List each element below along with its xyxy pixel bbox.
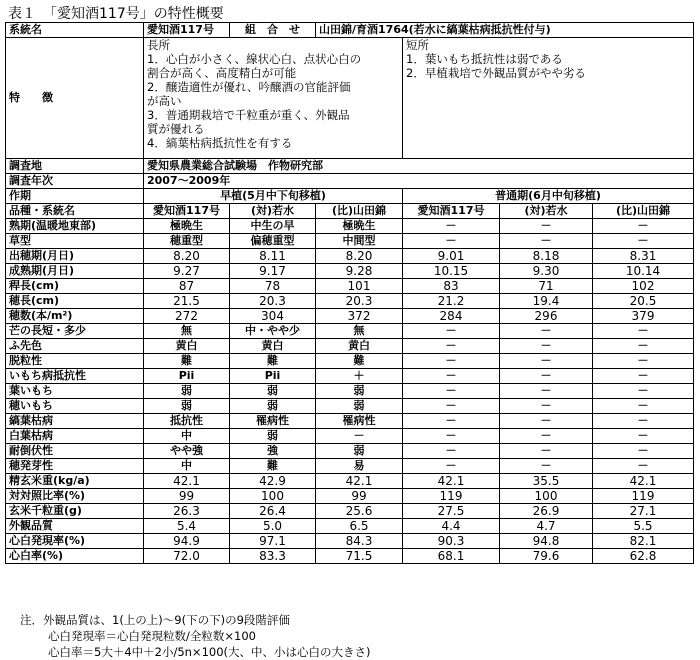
table-cell: － bbox=[500, 444, 593, 459]
table-cell: 抵抗性 bbox=[144, 414, 230, 429]
table-row bbox=[6, 519, 694, 534]
table-cell: 黄白 bbox=[144, 339, 230, 354]
table-cell: 弱 bbox=[144, 384, 230, 399]
table-cell: 119 bbox=[593, 489, 694, 504]
table-cell: 中・やや少 bbox=[230, 324, 316, 339]
table-cell: 中 bbox=[144, 429, 230, 444]
table-cell: 強 bbox=[230, 444, 316, 459]
table-cell: 5.0 bbox=[230, 519, 316, 534]
table-row bbox=[6, 474, 694, 489]
table-cell: 9.30 bbox=[500, 264, 593, 279]
row-label: 縞葉枯病 bbox=[6, 414, 144, 429]
table-cell: 9.27 bbox=[144, 264, 230, 279]
table-cell: － bbox=[593, 234, 694, 249]
footnote-line: 注．外観品質は、1(上の上)～9(下の下)の9段階評価 bbox=[20, 613, 290, 627]
table-row bbox=[6, 369, 694, 384]
table-cell: － bbox=[403, 234, 500, 249]
footnotes bbox=[20, 612, 371, 660]
table-cell: － bbox=[500, 369, 593, 384]
table-cell: 21.5 bbox=[144, 294, 230, 309]
merits-title: 長所 bbox=[147, 38, 170, 52]
table-cell: － bbox=[593, 429, 694, 444]
period-early: 早植(5月中下旬移植) bbox=[144, 189, 403, 204]
row-label: 穂いもち bbox=[6, 399, 144, 414]
table-cell: ＋ bbox=[316, 369, 403, 384]
row-label: 穂発芽性 bbox=[6, 459, 144, 474]
row-label: 出穂期(月日) bbox=[6, 249, 144, 264]
variety-name: (比)山田錦 bbox=[593, 204, 694, 219]
variety-label: 品種・系統名 bbox=[6, 204, 144, 219]
table-cell: 94.8 bbox=[500, 534, 593, 549]
table-cell: 5.5 bbox=[593, 519, 694, 534]
site-label: 調査地 bbox=[6, 159, 144, 174]
table-row bbox=[6, 384, 694, 399]
characteristics-table bbox=[5, 22, 694, 564]
table-cell: 8.31 bbox=[593, 249, 694, 264]
row-label: 稈長(cm) bbox=[6, 279, 144, 294]
table-cell: 99 bbox=[144, 489, 230, 504]
features-label: 特 徴 bbox=[6, 38, 144, 159]
table-cell: 易 bbox=[316, 459, 403, 474]
table-title: 表１ 「愛知酒117号」の特性概要 bbox=[8, 6, 224, 22]
lineage-label: 系統名 bbox=[6, 23, 144, 38]
table-row bbox=[6, 504, 694, 519]
table-cell: 難 bbox=[144, 354, 230, 369]
table-cell: － bbox=[593, 399, 694, 414]
table-cell: 84.3 bbox=[316, 534, 403, 549]
row-label: 白葉枯病 bbox=[6, 429, 144, 444]
table-cell: 弱 bbox=[230, 384, 316, 399]
table-cell: 42.1 bbox=[593, 474, 694, 489]
table-cell: 42.1 bbox=[144, 474, 230, 489]
row-label: 葉いもち bbox=[6, 384, 144, 399]
table-cell: 68.1 bbox=[403, 549, 500, 564]
table-cell: － bbox=[403, 369, 500, 384]
table-cell: － bbox=[593, 339, 694, 354]
table-cell: － bbox=[500, 429, 593, 444]
table-cell: 弱 bbox=[316, 399, 403, 414]
table-cell: － bbox=[500, 399, 593, 414]
table-row bbox=[6, 534, 694, 549]
table-cell: － bbox=[500, 339, 593, 354]
merit-line: 3．普通期栽培で千粒重が重く、外観品 bbox=[147, 108, 350, 122]
table-cell: Pii bbox=[230, 369, 316, 384]
row-label: 成熟期(月日) bbox=[6, 264, 144, 279]
table-cell: 72.0 bbox=[144, 549, 230, 564]
table-cell: 難 bbox=[316, 354, 403, 369]
table-cell: 87 bbox=[144, 279, 230, 294]
table-body bbox=[6, 23, 694, 564]
table-cell: － bbox=[593, 324, 694, 339]
table-cell: 20.3 bbox=[316, 294, 403, 309]
table-cell: 弱 bbox=[144, 399, 230, 414]
table-cell: 27.1 bbox=[593, 504, 694, 519]
table-row bbox=[6, 279, 694, 294]
table-cell: 8.20 bbox=[144, 249, 230, 264]
table-cell: 83.3 bbox=[230, 549, 316, 564]
table-cell: 304 bbox=[230, 309, 316, 324]
footnote-line: 心白発現率＝心白発現粒数/全粒数×100 bbox=[48, 629, 256, 643]
table-cell: 83 bbox=[403, 279, 500, 294]
row-label: 熟期(温暖地東部) bbox=[6, 219, 144, 234]
table-cell: 102 bbox=[593, 279, 694, 294]
row-label: 脱粒性 bbox=[6, 354, 144, 369]
table-cell: － bbox=[403, 429, 500, 444]
table-cell: － bbox=[593, 369, 694, 384]
table-row bbox=[6, 294, 694, 309]
table-cell: 272 bbox=[144, 309, 230, 324]
table-cell: 71.5 bbox=[316, 549, 403, 564]
table-cell: 罹病性 bbox=[230, 414, 316, 429]
table-cell: 35.5 bbox=[500, 474, 593, 489]
table-cell: 9.28 bbox=[316, 264, 403, 279]
table-cell: 9.17 bbox=[230, 264, 316, 279]
table-cell: 97.1 bbox=[230, 534, 316, 549]
table-row bbox=[6, 339, 694, 354]
table-cell: － bbox=[593, 354, 694, 369]
table-cell: 5.4 bbox=[144, 519, 230, 534]
table-cell: 穂重型 bbox=[144, 234, 230, 249]
table-cell: 284 bbox=[403, 309, 500, 324]
table-cell: 25.6 bbox=[316, 504, 403, 519]
variety-name: (比)山田錦 bbox=[316, 204, 403, 219]
table-cell: 8.18 bbox=[500, 249, 593, 264]
demerits-title: 短所 bbox=[406, 38, 429, 52]
table-cell: 26.9 bbox=[500, 504, 593, 519]
table-cell: － bbox=[593, 414, 694, 429]
table-cell: 弱 bbox=[230, 399, 316, 414]
table-cell: 10.15 bbox=[403, 264, 500, 279]
merit-line: 割合が高く、高度精白が可能 bbox=[147, 66, 297, 80]
table-cell: － bbox=[593, 384, 694, 399]
table-cell: 101 bbox=[316, 279, 403, 294]
table-cell: － bbox=[593, 459, 694, 474]
table-row bbox=[6, 414, 694, 429]
table-row bbox=[6, 444, 694, 459]
table-cell: 82.1 bbox=[593, 534, 694, 549]
table-cell: － bbox=[593, 219, 694, 234]
table-cell: － bbox=[500, 324, 593, 339]
row-label: いもち病抵抗性 bbox=[6, 369, 144, 384]
crop-label: 作期 bbox=[6, 189, 144, 204]
row-label: ふ先色 bbox=[6, 339, 144, 354]
table-cell: － bbox=[403, 444, 500, 459]
row-label: 穂長(cm) bbox=[6, 294, 144, 309]
table-cell: 21.2 bbox=[403, 294, 500, 309]
table-cell: 中間型 bbox=[316, 234, 403, 249]
period-normal: 普通期(6月中旬移植) bbox=[403, 189, 694, 204]
table-cell: － bbox=[403, 324, 500, 339]
table-cell: 42.9 bbox=[230, 474, 316, 489]
table-cell: 26.3 bbox=[144, 504, 230, 519]
table-row bbox=[6, 264, 694, 279]
combo-label: 組 合 せ bbox=[230, 23, 316, 38]
table-cell: 難 bbox=[230, 459, 316, 474]
table-cell: 42.1 bbox=[403, 474, 500, 489]
years-row bbox=[6, 174, 694, 189]
table-cell: 19.4 bbox=[500, 294, 593, 309]
row-label: 玄米千粒重(g) bbox=[6, 504, 144, 519]
table-cell: 71 bbox=[500, 279, 593, 294]
table-cell: － bbox=[403, 339, 500, 354]
demerit-line: 1．葉いもち抵抗性は弱である bbox=[406, 52, 563, 66]
lineage-row bbox=[6, 23, 694, 38]
table-row bbox=[6, 234, 694, 249]
table-cell: － bbox=[500, 384, 593, 399]
years-value: 2007～2009年 bbox=[144, 174, 694, 189]
table-cell: － bbox=[403, 459, 500, 474]
row-label: 心白発現率(%) bbox=[6, 534, 144, 549]
row-label: 耐倒伏性 bbox=[6, 444, 144, 459]
table-cell: － bbox=[403, 399, 500, 414]
site-value: 愛知県農業総合試験場 作物研究部 bbox=[144, 159, 694, 174]
table-cell: 20.3 bbox=[230, 294, 316, 309]
table-cell: 9.01 bbox=[403, 249, 500, 264]
table-cell: Pii bbox=[144, 369, 230, 384]
row-label: 穂数(本/m²) bbox=[6, 309, 144, 324]
table-cell: 10.14 bbox=[593, 264, 694, 279]
table-cell: やや強 bbox=[144, 444, 230, 459]
table-cell: － bbox=[403, 354, 500, 369]
merit-line: 質が優れる bbox=[147, 122, 205, 136]
row-label: 心白率(%) bbox=[6, 549, 144, 564]
table-cell: － bbox=[500, 234, 593, 249]
table-row bbox=[6, 549, 694, 564]
table-cell: 27.5 bbox=[403, 504, 500, 519]
table-cell: 26.4 bbox=[230, 504, 316, 519]
table-cell: 6.5 bbox=[316, 519, 403, 534]
row-label: 草型 bbox=[6, 234, 144, 249]
table-cell: 極晩生 bbox=[316, 219, 403, 234]
row-label: 外観品質 bbox=[6, 519, 144, 534]
table-cell: 中生の早 bbox=[230, 219, 316, 234]
table-cell: 8.20 bbox=[316, 249, 403, 264]
features-row bbox=[6, 38, 694, 159]
table-row bbox=[6, 324, 694, 339]
table-cell: 黄白 bbox=[316, 339, 403, 354]
table-cell: 4.7 bbox=[500, 519, 593, 534]
row-label: 芒の長短・多少 bbox=[6, 324, 144, 339]
table-row bbox=[6, 459, 694, 474]
site-row bbox=[6, 159, 694, 174]
lineage-name: 愛知酒117号 bbox=[144, 23, 230, 38]
table-cell: － bbox=[403, 384, 500, 399]
table-cell: － bbox=[500, 414, 593, 429]
variety-name: (対)若水 bbox=[230, 204, 316, 219]
table-cell: － bbox=[500, 354, 593, 369]
table-cell: 8.11 bbox=[230, 249, 316, 264]
table-row bbox=[6, 249, 694, 264]
merits-cell bbox=[144, 38, 403, 159]
table-cell: 弱 bbox=[316, 384, 403, 399]
table-row bbox=[6, 354, 694, 369]
years-label: 調査年次 bbox=[6, 174, 144, 189]
table-cell: 372 bbox=[316, 309, 403, 324]
table-row bbox=[6, 429, 694, 444]
table-cell: 無 bbox=[144, 324, 230, 339]
table-cell: 296 bbox=[500, 309, 593, 324]
table-cell: 難 bbox=[230, 354, 316, 369]
table-cell: 黄白 bbox=[230, 339, 316, 354]
table-cell: 弱 bbox=[316, 444, 403, 459]
table-cell: 78 bbox=[230, 279, 316, 294]
footnote-line: 心白率＝5大＋4中＋2小/5n×100(大、中、小は心白の大きさ) bbox=[48, 645, 371, 659]
table-cell: － bbox=[500, 219, 593, 234]
table-row bbox=[6, 399, 694, 414]
table-cell: － bbox=[403, 219, 500, 234]
table-cell: 100 bbox=[230, 489, 316, 504]
table-cell: 罹病性 bbox=[316, 414, 403, 429]
table-cell: － bbox=[403, 414, 500, 429]
variety-row bbox=[6, 204, 694, 219]
variety-name: 愛知酒117号 bbox=[144, 204, 230, 219]
table-row bbox=[6, 489, 694, 504]
table-row bbox=[6, 219, 694, 234]
combo-value: 山田錦/育酒1764(若水に縞葉枯病抵抗性付与) bbox=[316, 23, 694, 38]
table-row bbox=[6, 309, 694, 324]
table-cell: 4.4 bbox=[403, 519, 500, 534]
table-cell: 極晩生 bbox=[144, 219, 230, 234]
crop-row bbox=[6, 189, 694, 204]
table-cell: 20.5 bbox=[593, 294, 694, 309]
merit-line: 4．縞葉枯病抵抗性を有する bbox=[147, 136, 293, 150]
row-label: 精玄米重(kg/a) bbox=[6, 474, 144, 489]
merit-line: 2．醸造適性が優れ、吟醸酒の官能評価 bbox=[147, 80, 351, 94]
demerit-line: 2．早植栽培で外観品質がやや劣る bbox=[406, 66, 586, 80]
table-cell: 弱 bbox=[230, 429, 316, 444]
row-label: 対対照比率(%) bbox=[6, 489, 144, 504]
table-cell: 無 bbox=[316, 324, 403, 339]
variety-name: (対)若水 bbox=[500, 204, 593, 219]
table-cell: 79.6 bbox=[500, 549, 593, 564]
table-cell: － bbox=[500, 459, 593, 474]
demerits-cell bbox=[403, 38, 694, 159]
table-cell: 中 bbox=[144, 459, 230, 474]
merit-line: 1．心白が小さく、線状心白、点状心白の bbox=[147, 52, 362, 66]
table-cell: 119 bbox=[403, 489, 500, 504]
table-cell: 偏穂重型 bbox=[230, 234, 316, 249]
table-cell: 94.9 bbox=[144, 534, 230, 549]
table-cell: 90.3 bbox=[403, 534, 500, 549]
table-cell: 379 bbox=[593, 309, 694, 324]
table-cell: 62.8 bbox=[593, 549, 694, 564]
table-cell: 99 bbox=[316, 489, 403, 504]
table-cell: － bbox=[316, 429, 403, 444]
table-cell: 42.1 bbox=[316, 474, 403, 489]
merit-line: が高い bbox=[147, 94, 182, 108]
table-cell: 100 bbox=[500, 489, 593, 504]
variety-name: 愛知酒117号 bbox=[403, 204, 500, 219]
table-cell: － bbox=[593, 444, 694, 459]
